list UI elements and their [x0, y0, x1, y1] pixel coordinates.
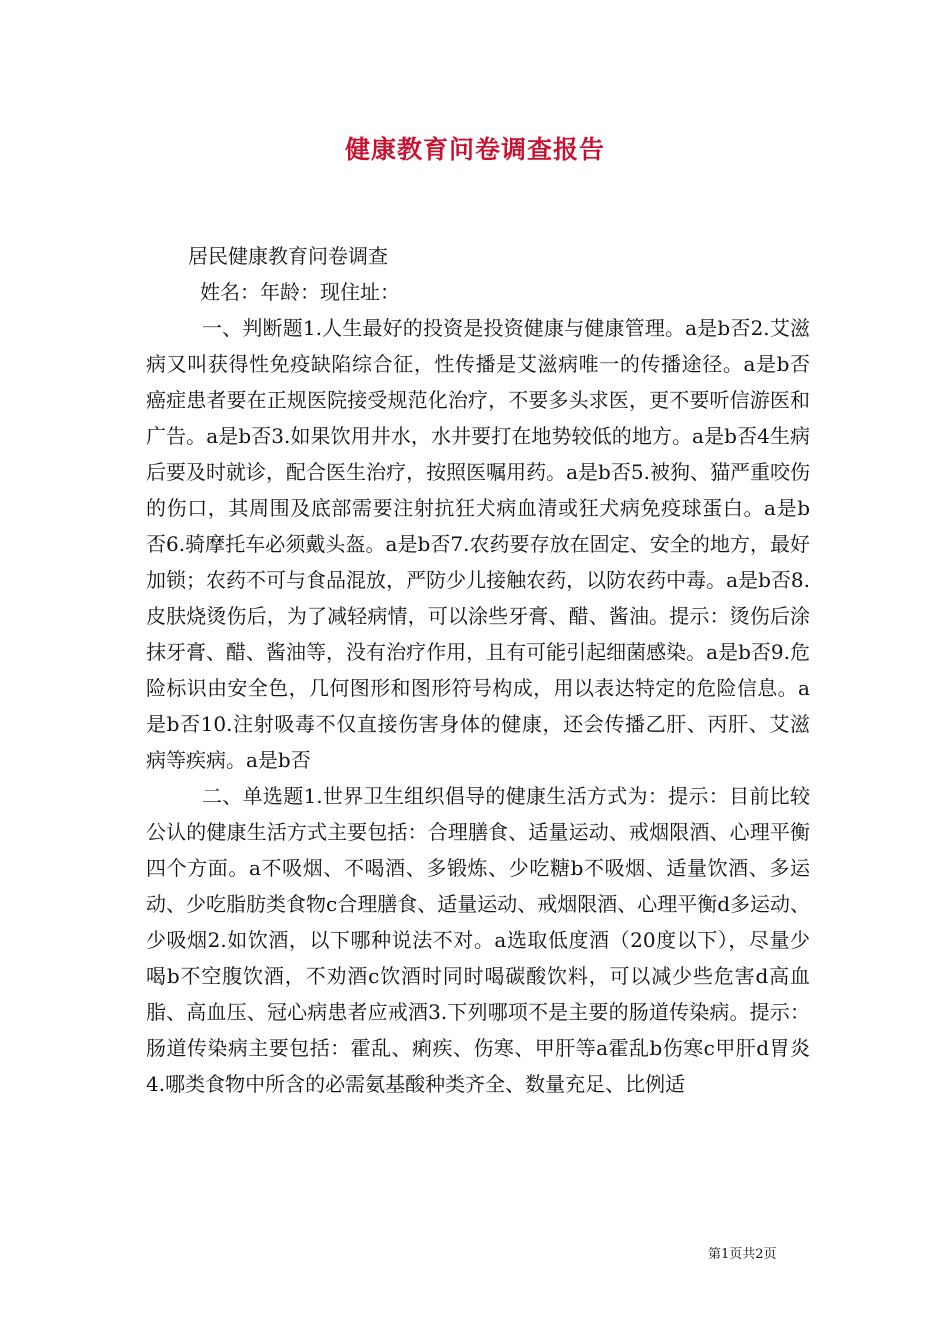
document-body [146, 238, 810, 1102]
section-true-false: 一、判断题1.人生最好的投资是投资健康与健康管理。a是b否2.艾滋病又叫获得性免疫缺陷综合征，性传播是艾滋病唯一的传播途径。a是b否癌症患者要在正规医院接受规范化治疗，不要多头求医，更不要听信游医和广告。a是b否3.如果饮用井水，水井要打在地势较低的地方。a是b否4生病后要及时就诊，配合医生治疗，按照医嘱用药。a是b否5.被狗、猫严重咬伤的伤口，其周围及底部需要注射抗狂犬病血清或狂犬病免疫球蛋白。a是b否6.骑摩托车必须戴头盔。a是b否7.农药要存放在固定、安全的地方，最好加锁；农药不可与食品混放，严防少儿接触农药，以防农药中毒。a是b否8.皮肤烧烫伤后，为了减轻病情，可以涂些牙膏、醋、酱油。提示：烫伤后涂抹牙膏、醋、酱油等，没有治疗作用，且有可能引起细菌感染。a是b否9.危险标识由安全色，几何图形和图形符号构成，用以表达特定的危险信息。a是b否10.注射吸毒不仅直接伤害身体的健康，还会传播乙肝、丙肝、艾滋病等疾病。a是b否 [146, 316, 810, 772]
section-single-choice: 二、单选题1.世界卫生组织倡导的健康生活方式为：提示：目前比较公认的健康生活方式主要包括：合理膳食、适量运动、戒烟限酒、心理平衡四个方面。a不吸烟、不喝酒、多锻炼、少吃糖b不吸烟、适量饮酒、多运动、少吃脂肪类食物c合理膳食、适量运动、戒烟限酒、心理平衡d多运动、少吸烟2.如饮酒，以下哪种说法不对。a选取低度酒（20度以下），尽量少喝b不空腹饮酒，不劝酒c饮酒时同时喝碳酸饮料，可以减少些危害d高血脂、高血压、冠心病患者应戒酒3.下列哪项不是主要的肠道传染病。提示：肠道传染病主要包括：霍乱、痢疾、伤寒、甲肝等a霍乱b伤寒c甲肝d胃炎4.哪类食物中所含的必需氨基酸种类齐全、数量充足、比例适 [146, 784, 811, 1096]
respondent-fields: 姓名：年龄：现住址： [200, 280, 400, 304]
document-title: 健康教育问卷调查报告 [344, 135, 605, 164]
survey-heading: 居民健康教育问卷调查 [188, 244, 388, 268]
page-number: 第1页共2页 [708, 1247, 777, 1262]
